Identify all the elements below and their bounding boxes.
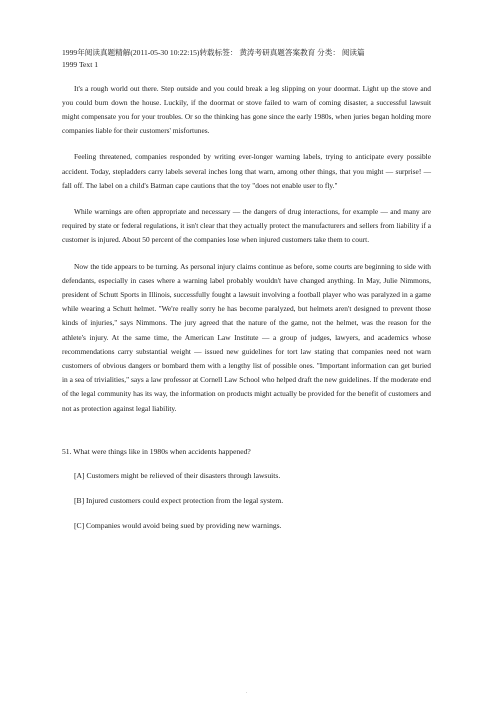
paragraph-2: Feeling threatened, companies responded by writing ever-longer warning labels, trying to anticipate every possible accident. Today, stepladders carry labels several inches long that warn, among other things, that you might — surprise! — fall off. The label on a child's Batman cape cautions that the toy "does not enable user to fly." [62, 152, 431, 190]
option-a: [A] Customers might be relieved of their disasters through lawsuits. [74, 470, 281, 480]
page-footer-mark: . [246, 690, 248, 695]
question-stem: 51. What were things like in 1980s when accidents happened? [62, 446, 251, 456]
option-c: [C] Companies would avoid being sued by providing new warnings. [74, 520, 282, 530]
text-title: 1999 Text 1 [62, 59, 99, 69]
paragraph-3: While warnings are often appropriate and necessary — the dangers of drug interactions, for example — and many are required by state or federal regulations, it isn't clear that they actually protect the manufacturers and sellers from liability if a customer is injured. About 50 percent of the companies lose when injured customers take them to court. [62, 206, 431, 245]
paragraph-4: Now the tide appears to be turning. As personal injury claims continue as before, some courts are beginning to side with defendants, especially in cases where a warning label probably wouldn't have changed anything. In May, Julie Nimmons, president of Schutt Sports in Illinois, successfully fought a lawsuit involving a football player who was paralyzed in a game while wearing a Schutt helmet. "We're really sorry he has become paralyzed, but helmets aren't designed to prevent those kinds of injuries," says Nimmons. The jury agreed that the nature of the game, not the helmet, was the reason for the athlete's injury. At the same time, the American Law Institute — a group of judges, lawyers, and academics whose recommendations carry substantial weight — issued new guidelines for tort law stating that companies need not warn customers of obvious dangers or bombard them with a lengthy list of possible ones. "Important information can get buried in a sea of trivialities," says a law professor at Cornell Law School who helped draft the new guidelines. If the moderate end of the legal community has its way, the information on products might actually be provided for the benefit of customers and not as protection against legal liability. [62, 261, 431, 413]
paragraph-1: It's a rough world out there. Step outside and you could break a leg slipping on your doormat. Light up the stove and you could burn down the house. Luckily, if the doormat or stove failed to warn of coming disaster, a successful lawsuit might compensate you for your troubles. Or so the thinking has gone since the early 1980s, when juries began holding more companies liable for their customers' misfortunes. [62, 83, 431, 136]
article-header: 1999年阅读真题精解(2011-05-30 10:22:15)转载标签： 黄涛考研真题答案教育 分类： 阅读篇 [62, 48, 365, 57]
option-b: [B] Injured customers could expect protection from the legal system. [74, 495, 284, 505]
document-page [62, 0, 431, 531]
